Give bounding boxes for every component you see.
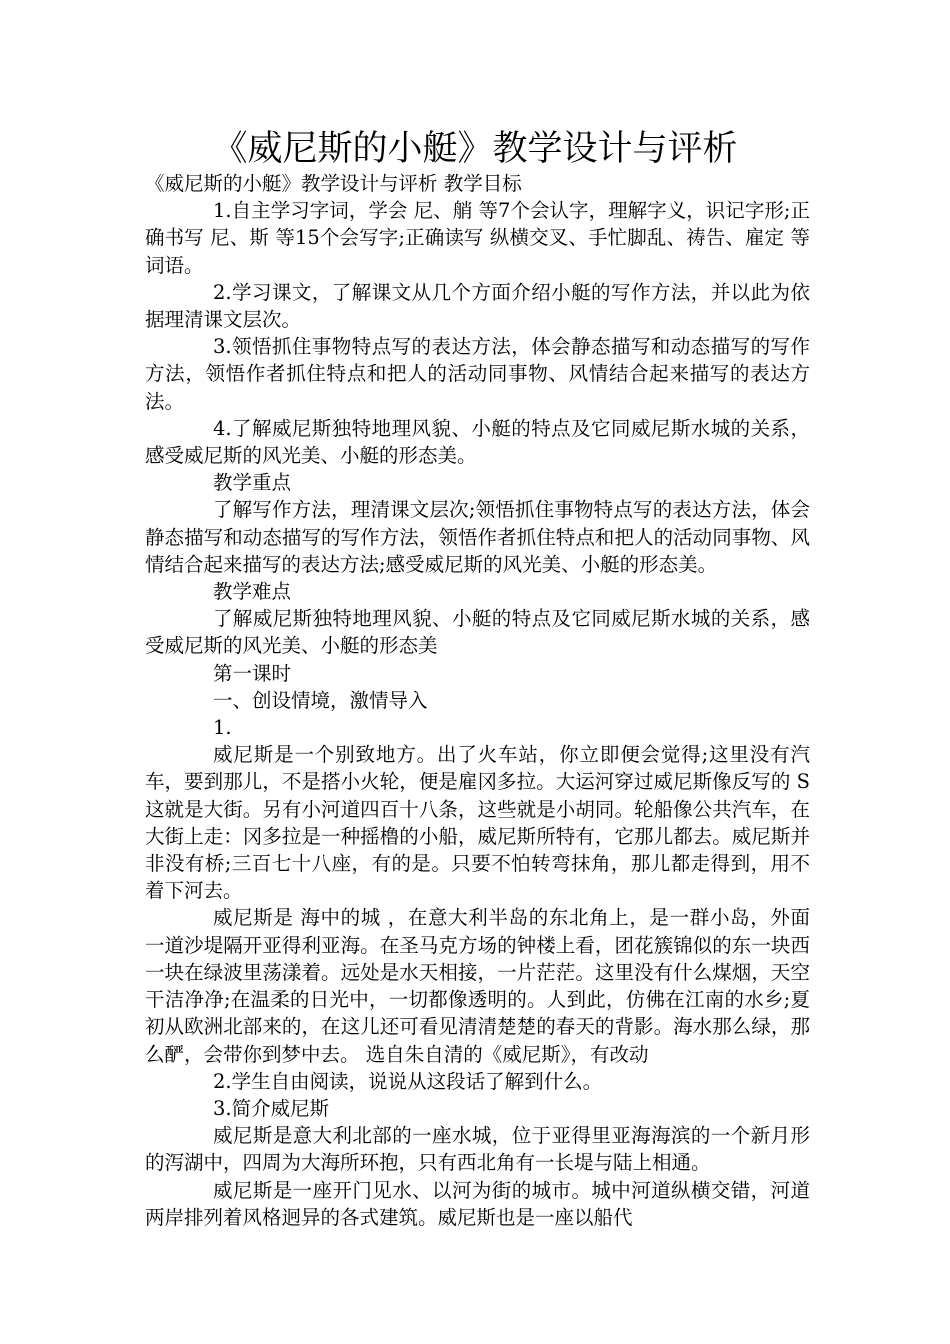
key-points-text: 了解写作方法，理清课文层次;领悟抓住事物特点写的表达方法，体会静态描写和动态描写的写作方法，领悟作者抓住特点和把人的活动同事物、风情结合起来描写的表达方法;感受威尼斯的风光美、小艇的形态美。 xyxy=(145,498,810,576)
objective-2: 2.学习课文，了解课文从几个方面介绍小艇的写作方法，并以此为依据理清课文层次。 xyxy=(145,280,810,332)
lesson-heading: 第一课时 xyxy=(213,661,292,685)
objective-4: 4.了解威尼斯独特地理风貌、小艇的特点及它同威尼斯水城的关系，感受威尼斯的风光美、小艇的形态美。 xyxy=(145,416,810,468)
step-heading-1: 一、创设情境，激情导入 xyxy=(213,688,428,712)
difficulties-text: 了解威尼斯独特地理风貌、小艇的特点及它同威尼斯水城的关系，感受威尼斯的风光美、小艇的形态美 xyxy=(145,607,810,658)
document-body xyxy=(145,170,810,1231)
section-heading-key-points: 教学重点 xyxy=(213,471,292,495)
objective-3: 3.领悟抓住事物特点写的表达方法，体会静态描写和动态描写的写作方法，领悟作者抓住特点和把人的活动同事物、风情结合起来描写的表达方法。 xyxy=(145,335,810,413)
step-3: 3.简介威尼斯 xyxy=(213,1096,330,1120)
section-heading-difficulties: 教学难点 xyxy=(213,580,292,604)
venice-intro-2: 威尼斯是一座开门见水、以河为街的城市。城中河道纵横交错，河道两岸排列着风格迥异的各式建筑。威尼斯也是一座以船代 xyxy=(145,1178,810,1229)
venice-intro-1: 威尼斯是意大利北部的一座水城，位于亚得里亚海海滨的一个新月形的泻湖中，四周为大海所环抱，只有西北角有一长堤与陆上相通。 xyxy=(145,1124,810,1175)
step-2: 2.学生自由阅读，说说从这段话了解到什么。 xyxy=(213,1069,603,1093)
document-title: 《威尼斯的小艇》教学设计与评析 xyxy=(212,129,738,169)
reading-paragraph-1: 威尼斯是一个别致地方。出了火车站，你立即便会觉得;这里没有汽车，要到那儿，不是搭小火轮，便是雇冈多拉。大运河穿过威尼斯像反写的 S 这就是大街。另有小河道四百十八条，这些就是小胡同。轮船像公共汽车，在大街上走：冈多拉是一种摇橹的小船，威尼斯所特有，它那儿都去。威尼斯并非没有桥;三百七十八座，有的是。只要不怕转弯抹角，那儿都走得到，用不着下河去。 xyxy=(145,743,810,903)
subtitle-line: 《威尼斯的小艇》教学设计与评析 教学目标 xyxy=(145,172,522,195)
objective-1: 1.自主学习字词，学会 尼、艄 等7个会认字，理解字义，识记字形;正确书写 尼、斯 等15个会写字;正确读写 纵横交叉、手忙脚乱、祷告、雇定 等词语。 xyxy=(145,199,810,277)
step-number-1: 1. xyxy=(213,716,232,740)
reading-paragraph-2: 威尼斯是 海中的城 ，在意大利半岛的东北角上，是一群小岛，外面一道沙堤隔开亚得利亚海。在圣马克方场的钟楼上看，团花簇锦似的东一块西一块在绿波里荡漾着。远处是水天相接，一片茫茫。这里没有什么煤烟，天空干洁净净;在温柔的日光中，一切都像透明的。人到此，仿佛在江南的水乡;夏初从欧洲北部来的，在这儿还可看见清清楚楚的春天的背影。海水那么绿，那么酽，会带你到梦中去。 选自朱自清的《威尼斯》，有改动 xyxy=(145,906,810,1066)
